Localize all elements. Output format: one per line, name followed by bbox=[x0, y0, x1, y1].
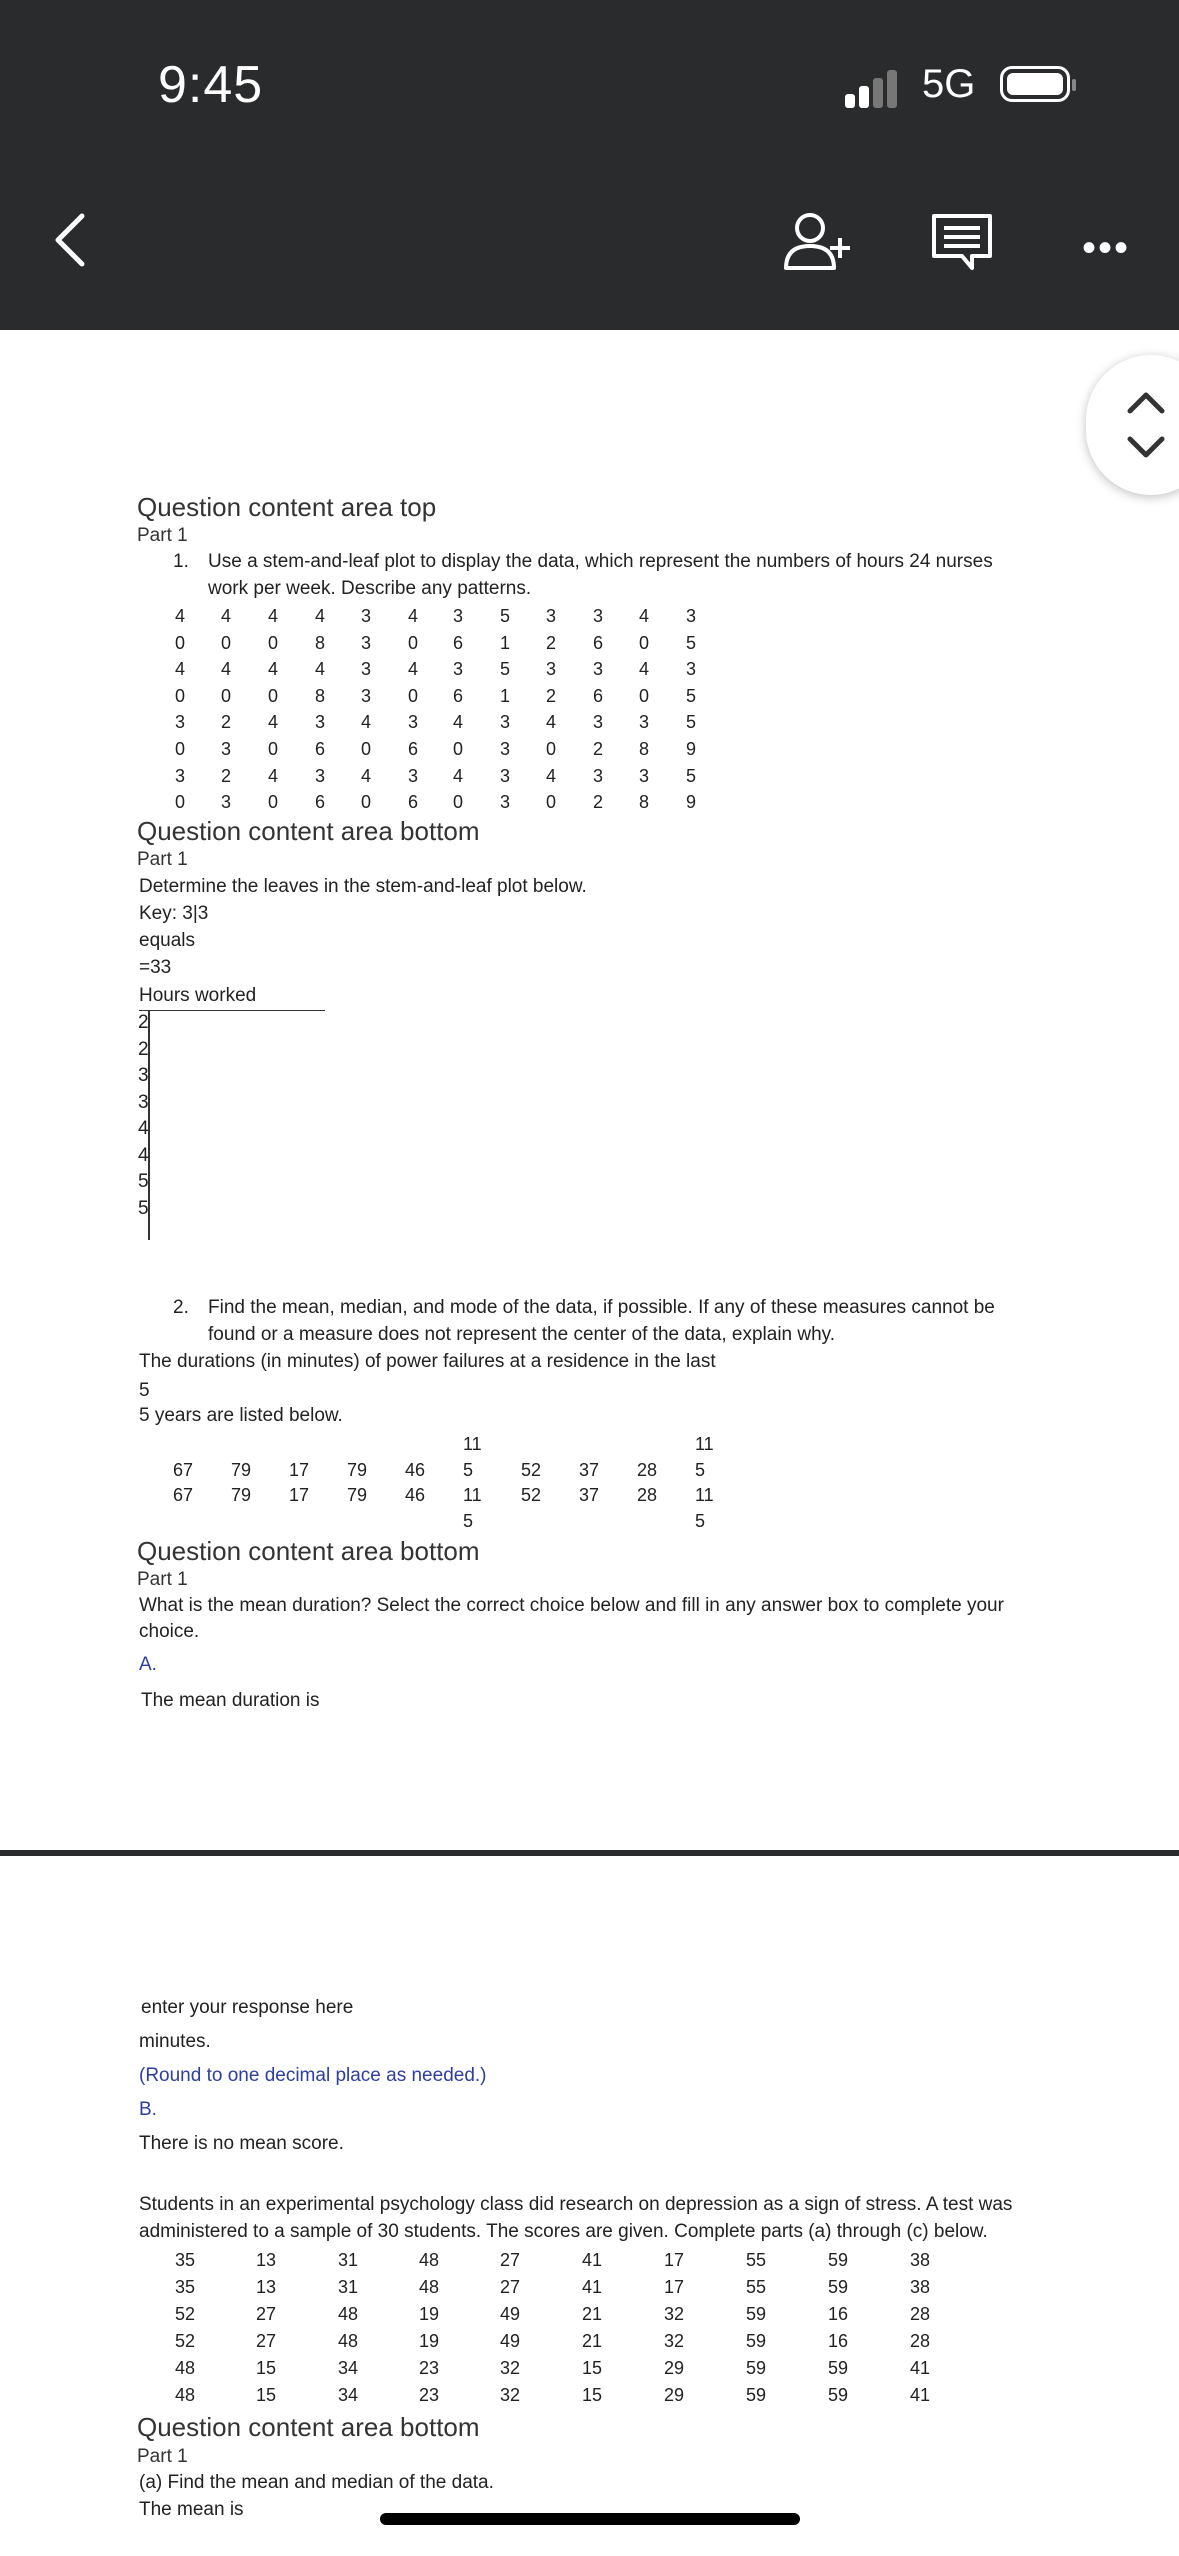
data-cell: 2 bbox=[593, 739, 604, 759]
data-cell: 67 bbox=[173, 1460, 194, 1480]
data-cell: 17 bbox=[664, 2250, 685, 2270]
data-cell: 3 bbox=[639, 712, 650, 733]
question-text: What is the mean duration? Select the correct choice below and fill in any answer box to complete your bbox=[139, 1595, 1004, 1616]
part-label: Part 1 bbox=[137, 2446, 188, 2467]
data-cell: 4 bbox=[361, 765, 372, 786]
add-person-button[interactable] bbox=[780, 208, 860, 283]
data-cell: 5 bbox=[686, 712, 697, 733]
choice-a-text: The mean duration is bbox=[141, 1690, 320, 1711]
data-cell: 3 bbox=[221, 739, 232, 759]
data-cell: 4 bbox=[639, 606, 650, 626]
data-cell: 48 bbox=[338, 2304, 359, 2324]
stem-value: 3 bbox=[138, 1091, 149, 1113]
data-cell: 52 bbox=[175, 2304, 196, 2324]
instruction-text: Determine the leaves in the stem-and-leaf plot below. bbox=[139, 876, 587, 897]
data-cell: 3 bbox=[546, 659, 557, 680]
data-cell: 4 bbox=[268, 765, 279, 786]
data-cell: 0 bbox=[175, 739, 186, 759]
data-cell: 3 bbox=[546, 606, 557, 626]
data-cell: 3 bbox=[500, 765, 511, 786]
data-cell: 1 bbox=[500, 685, 511, 706]
choice-b-text: There is no mean score. bbox=[139, 2133, 344, 2154]
data-cell: 37 bbox=[579, 1485, 600, 1505]
data-cell: 34 bbox=[338, 2385, 359, 2405]
data-cell: 0 bbox=[175, 685, 186, 706]
data-cell: 6 bbox=[315, 792, 326, 813]
data-cell: 1 bbox=[500, 632, 511, 653]
data-cell: 15 bbox=[256, 2358, 277, 2378]
chevron-left-icon bbox=[50, 210, 90, 270]
data-cell: 6 bbox=[453, 632, 464, 653]
home-indicator bbox=[380, 2513, 800, 2525]
data-cell: 4 bbox=[315, 606, 326, 626]
data-cell: 4 bbox=[268, 659, 279, 680]
stem-value: 3 bbox=[138, 1065, 149, 1086]
data-cell: 59 bbox=[828, 2358, 849, 2378]
data-cell: 48 bbox=[175, 2358, 196, 2378]
stem-value: 4 bbox=[138, 1144, 149, 1166]
data-cell: 3 bbox=[686, 606, 697, 626]
data-cell: 3 bbox=[686, 659, 697, 680]
data-cell: 35 bbox=[175, 2277, 196, 2297]
data-cell: 11 bbox=[695, 1485, 714, 1505]
data-cell: 0 bbox=[268, 739, 279, 759]
data-cell: 6 bbox=[408, 739, 419, 759]
section-heading-bottom: Question content area bottom bbox=[137, 816, 480, 846]
question-number: 1. bbox=[173, 551, 189, 572]
data-cell: 27 bbox=[256, 2331, 277, 2351]
data-cell: 0 bbox=[408, 632, 419, 653]
data-cell: 6 bbox=[408, 792, 419, 813]
data-cell: 3 bbox=[639, 765, 650, 786]
data-cell: 15 bbox=[256, 2385, 277, 2405]
data-cell: 32 bbox=[500, 2385, 521, 2405]
data-cell: 5 bbox=[695, 1511, 706, 1531]
data-cell: 3 bbox=[361, 632, 372, 653]
data-cell: 3 bbox=[315, 712, 326, 733]
data-cell: 0 bbox=[408, 685, 419, 706]
data-cell: 79 bbox=[231, 1460, 252, 1480]
data-cell: 0 bbox=[546, 792, 557, 813]
data-cell: 67 bbox=[173, 1485, 194, 1505]
data-cell: 4 bbox=[175, 659, 186, 680]
data-cell: 23 bbox=[419, 2385, 440, 2405]
data-cell: 4 bbox=[221, 659, 232, 680]
data-cell: 16 bbox=[828, 2304, 849, 2324]
question-text: The durations (in minutes) of power failures at a residence in the last bbox=[139, 1351, 716, 1372]
question-text: found or a measure does not represent the center of the data, explain why. bbox=[208, 1324, 836, 1345]
data-cell: 59 bbox=[828, 2250, 849, 2270]
question-number: 2. bbox=[173, 1297, 189, 1318]
comment-icon bbox=[928, 210, 996, 274]
data-cell: 59 bbox=[746, 2385, 767, 2405]
data-cell: 8 bbox=[315, 685, 326, 706]
battery-icon bbox=[1000, 66, 1070, 102]
data-cell: 32 bbox=[664, 2331, 685, 2351]
data-cell: 17 bbox=[289, 1460, 310, 1480]
data-cell: 3 bbox=[593, 606, 604, 626]
data-cell: 52 bbox=[521, 1485, 542, 1505]
data-cell: 9 bbox=[686, 739, 697, 759]
chevron-up-icon[interactable] bbox=[1126, 387, 1166, 415]
part-label: Part 1 bbox=[137, 525, 188, 546]
data-cell: 11 bbox=[463, 1485, 482, 1505]
data-cell: 0 bbox=[268, 685, 279, 706]
data-cell: 19 bbox=[419, 2304, 440, 2324]
data-cell: 49 bbox=[500, 2304, 521, 2324]
data-cell: 3 bbox=[408, 712, 419, 733]
data-cell: 32 bbox=[664, 2304, 685, 2324]
question-text: Students in an experimental psychology class did research on depression as a sign of stress. A test was bbox=[139, 2194, 1013, 2215]
data-cell: 48 bbox=[175, 2385, 196, 2405]
data-cell: 6 bbox=[593, 685, 604, 706]
data-cell: 21 bbox=[582, 2331, 603, 2351]
data-cell: 3 bbox=[408, 765, 419, 786]
data-cell: 3 bbox=[175, 765, 186, 786]
data-cell: 3 bbox=[221, 792, 232, 813]
choice-a-radio[interactable]: A. bbox=[139, 1654, 157, 1675]
question-text: (a) Find the mean and median of the data. bbox=[139, 2472, 494, 2493]
data-cell: 27 bbox=[256, 2304, 277, 2324]
question-text: Find the mean, median, and mode of the data, if possible. If any of these measures cannot be bbox=[208, 1297, 995, 1318]
data-cell: 0 bbox=[361, 739, 372, 759]
data-cell: 3 bbox=[500, 739, 511, 759]
data-cell: 28 bbox=[910, 2331, 931, 2351]
data-cell: 11 bbox=[463, 1434, 482, 1454]
data-cell: 4 bbox=[453, 765, 464, 786]
data-cell: 27 bbox=[500, 2277, 521, 2297]
data-cell: 28 bbox=[637, 1460, 658, 1480]
data-cell: 4 bbox=[221, 606, 232, 626]
data-cell: 28 bbox=[637, 1485, 658, 1505]
network-type: 5G bbox=[922, 62, 976, 106]
data-cell: 8 bbox=[639, 739, 650, 759]
data-cell: 0 bbox=[221, 632, 232, 653]
data-cell: 31 bbox=[338, 2277, 359, 2297]
data-cell: 31 bbox=[338, 2250, 359, 2270]
data-cell: 0 bbox=[175, 792, 186, 813]
comment-button[interactable] bbox=[928, 210, 996, 279]
data-cell: 0 bbox=[268, 792, 279, 813]
question-text: Use a stem-and-leaf plot to display the data, which represent the numbers of hours 24 nurses bbox=[208, 551, 993, 572]
more-options-icon[interactable]: ••• bbox=[1082, 226, 1131, 270]
data-cell: 3 bbox=[593, 712, 604, 733]
data-cell: 41 bbox=[910, 2358, 931, 2378]
data-cell: 4 bbox=[268, 712, 279, 733]
choice-b-radio[interactable]: B. bbox=[139, 2099, 157, 2120]
data-cell: 15 bbox=[582, 2385, 603, 2405]
data-cell: 4 bbox=[546, 765, 557, 786]
stem-value: 2 bbox=[138, 1012, 149, 1033]
question-text: 5 years are listed below. bbox=[139, 1405, 343, 1426]
data-cell: 5 bbox=[686, 632, 697, 653]
data-cell: 52 bbox=[521, 1460, 542, 1480]
data-cell: 5 bbox=[463, 1511, 474, 1531]
answer-input[interactable]: enter your response here bbox=[141, 1997, 354, 2018]
data-cell: 16 bbox=[828, 2331, 849, 2351]
table-header-rule bbox=[139, 1010, 325, 1011]
question-nav-control bbox=[1086, 355, 1179, 495]
data-cell: 3 bbox=[500, 712, 511, 733]
data-cell: 55 bbox=[746, 2250, 767, 2270]
screen-divider bbox=[0, 1850, 1179, 1856]
data-cell: 48 bbox=[419, 2277, 440, 2297]
data-cell: 79 bbox=[347, 1460, 368, 1480]
part-label: Part 1 bbox=[137, 1569, 188, 1590]
data-cell: 6 bbox=[315, 739, 326, 759]
data-cell: 79 bbox=[231, 1485, 252, 1505]
data-cell: 3 bbox=[361, 659, 372, 680]
data-cell: 29 bbox=[664, 2358, 685, 2378]
unit-label: minutes. bbox=[139, 2031, 211, 2052]
key-label: Key: 3|3 bbox=[139, 903, 209, 924]
data-cell: 4 bbox=[408, 659, 419, 680]
data-cell: 0 bbox=[361, 792, 372, 813]
data-cell: 6 bbox=[593, 632, 604, 653]
answer-label: The mean is bbox=[139, 2499, 244, 2520]
data-cell: 41 bbox=[910, 2385, 931, 2405]
data-cell: 79 bbox=[347, 1485, 368, 1505]
data-cell: 3 bbox=[453, 659, 464, 680]
key-equals: equals bbox=[139, 930, 195, 951]
data-cell: 0 bbox=[175, 632, 186, 653]
data-cell: 15 bbox=[582, 2358, 603, 2378]
data-cell: 4 bbox=[175, 606, 186, 626]
data-cell: 4 bbox=[315, 659, 326, 680]
data-cell: 2 bbox=[221, 712, 232, 733]
data-cell: 59 bbox=[828, 2277, 849, 2297]
data-cell: 0 bbox=[268, 632, 279, 653]
person-add-icon bbox=[780, 208, 860, 278]
data-cell: 41 bbox=[582, 2250, 603, 2270]
data-cell: 38 bbox=[910, 2250, 931, 2270]
data-cell: 5 bbox=[463, 1460, 474, 1480]
chevron-down-icon[interactable] bbox=[1126, 435, 1166, 463]
question-text: choice. bbox=[139, 1621, 200, 1642]
data-cell: 3 bbox=[361, 685, 372, 706]
data-cell: 6 bbox=[453, 685, 464, 706]
data-cell: 28 bbox=[910, 2304, 931, 2324]
data-cell: 2 bbox=[593, 792, 604, 813]
question-text: work per week. Describe any patterns. bbox=[208, 578, 532, 599]
data-cell: 17 bbox=[664, 2277, 685, 2297]
data-cell: 11 bbox=[695, 1434, 714, 1454]
data-cell: 3 bbox=[175, 712, 186, 733]
section-heading-top: Question content area top bbox=[137, 492, 437, 522]
data-cell: 46 bbox=[405, 1460, 426, 1480]
signal-icon bbox=[845, 70, 915, 108]
data-cell: 59 bbox=[828, 2385, 849, 2405]
data-cell: 19 bbox=[419, 2331, 440, 2351]
data-cell: 49 bbox=[500, 2331, 521, 2351]
section-heading-bottom: Question content area bottom bbox=[137, 1536, 480, 1566]
stem-value: 4 bbox=[138, 1118, 149, 1139]
data-cell: 46 bbox=[405, 1485, 426, 1505]
data-cell: 0 bbox=[221, 685, 232, 706]
data-cell: 29 bbox=[664, 2385, 685, 2405]
data-cell: 5 bbox=[686, 685, 697, 706]
data-cell: 0 bbox=[639, 685, 650, 706]
data-cell: 34 bbox=[338, 2358, 359, 2378]
data-cell: 3 bbox=[593, 659, 604, 680]
section-heading-bottom: Question content area bottom bbox=[137, 2412, 480, 2442]
stem-value: 5 bbox=[138, 1171, 149, 1192]
rounding-note: (Round to one decimal place as needed.) bbox=[139, 2065, 487, 2086]
data-cell: 3 bbox=[500, 792, 511, 813]
data-cell: 3 bbox=[593, 765, 604, 786]
data-cell: 8 bbox=[315, 632, 326, 653]
data-cell: 4 bbox=[268, 606, 279, 626]
data-cell: 55 bbox=[746, 2277, 767, 2297]
stem-value: 5 bbox=[138, 1197, 149, 1219]
key-value: =33 bbox=[139, 957, 172, 978]
question-text: 5 bbox=[139, 1380, 150, 1401]
data-cell: 5 bbox=[695, 1460, 706, 1480]
part-label: Part 1 bbox=[137, 849, 188, 870]
data-cell: 3 bbox=[315, 765, 326, 786]
data-cell: 2 bbox=[546, 685, 557, 706]
data-cell: 9 bbox=[686, 792, 697, 813]
data-cell: 2 bbox=[546, 632, 557, 653]
status-time: 9:45 bbox=[158, 56, 264, 114]
data-cell: 59 bbox=[746, 2358, 767, 2378]
data-cell: 4 bbox=[546, 712, 557, 733]
app-header bbox=[0, 0, 1179, 330]
data-cell: 0 bbox=[546, 739, 557, 759]
back-button[interactable] bbox=[50, 210, 100, 270]
data-cell: 4 bbox=[453, 712, 464, 733]
plot-title: Hours worked bbox=[139, 985, 257, 1006]
data-cell: 5 bbox=[500, 606, 511, 626]
data-cell: 4 bbox=[639, 659, 650, 680]
data-cell: 38 bbox=[910, 2277, 931, 2297]
data-cell: 4 bbox=[361, 712, 372, 733]
data-cell: 59 bbox=[746, 2304, 767, 2324]
data-cell: 35 bbox=[175, 2250, 196, 2270]
data-cell: 52 bbox=[175, 2331, 196, 2351]
data-cell: 13 bbox=[256, 2250, 277, 2270]
data-cell: 0 bbox=[639, 632, 650, 653]
data-cell: 5 bbox=[500, 659, 511, 680]
data-cell: 17 bbox=[289, 1485, 310, 1505]
stem-value: 2 bbox=[138, 1038, 149, 1060]
data-cell: 2 bbox=[221, 765, 232, 786]
data-cell: 23 bbox=[419, 2358, 440, 2378]
data-cell: 0 bbox=[453, 739, 464, 759]
data-cell: 41 bbox=[582, 2277, 603, 2297]
data-cell: 48 bbox=[419, 2250, 440, 2270]
data-cell: 8 bbox=[639, 792, 650, 813]
data-cell: 27 bbox=[500, 2250, 521, 2270]
data-cell: 13 bbox=[256, 2277, 277, 2297]
data-cell: 4 bbox=[408, 606, 419, 626]
data-cell: 32 bbox=[500, 2358, 521, 2378]
data-cell: 37 bbox=[579, 1460, 600, 1480]
data-cell: 5 bbox=[686, 765, 697, 786]
data-cell: 48 bbox=[338, 2331, 359, 2351]
data-cell: 3 bbox=[453, 606, 464, 626]
data-cell: 0 bbox=[453, 792, 464, 813]
data-cell: 21 bbox=[582, 2304, 603, 2324]
data-cell: 3 bbox=[361, 606, 372, 626]
question-text: administered to a sample of 30 students. The scores are given. Complete parts (a) through (c) below. bbox=[139, 2221, 988, 2242]
data-cell: 59 bbox=[746, 2331, 767, 2351]
